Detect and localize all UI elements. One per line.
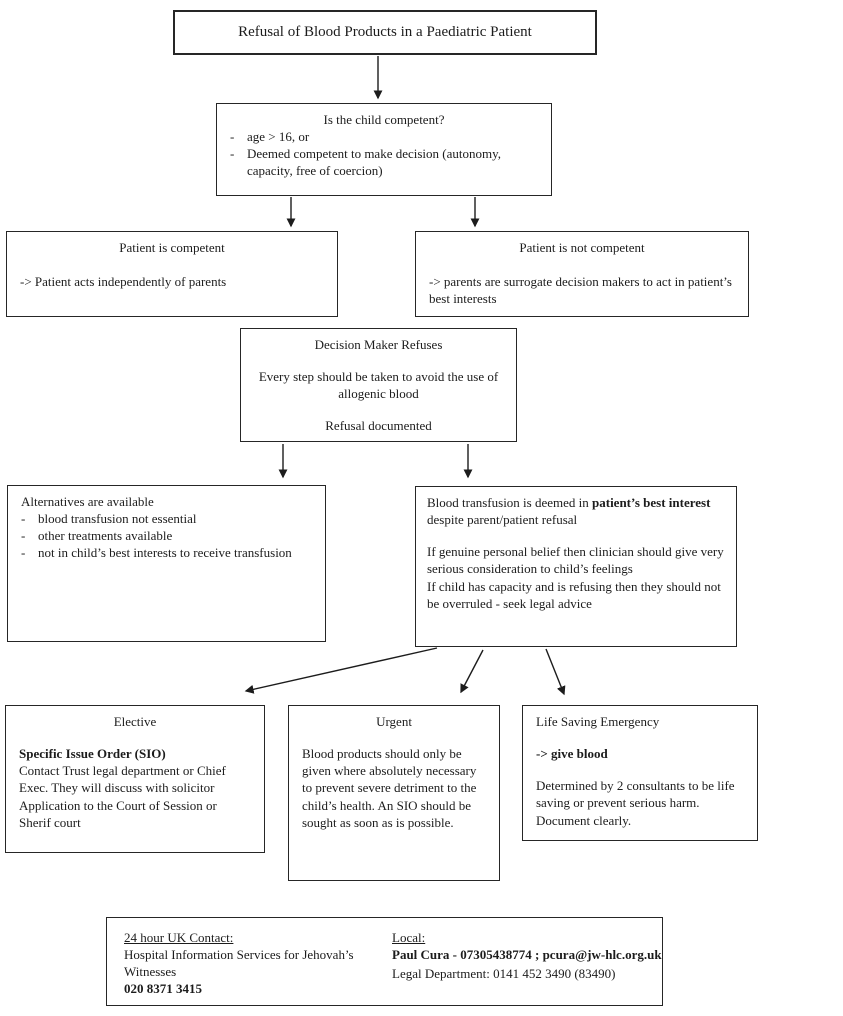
bullet-text: not in child’s best interests to receive transfusion xyxy=(38,545,292,561)
arrow-best-interest-to-urgent xyxy=(461,650,483,692)
best-interest-para1-post: despite parent/patient refusal xyxy=(427,512,578,528)
contact-uk-column xyxy=(124,929,392,998)
bullet-item xyxy=(230,145,538,179)
contact-uk-heading: 24 hour UK Contact: xyxy=(124,930,234,945)
alternatives-box xyxy=(7,485,326,642)
not-competent-box xyxy=(415,231,749,317)
bullet-marker: - xyxy=(21,511,26,527)
contact-columns xyxy=(124,929,662,998)
elective-box-heading: Specific Issue Order (SIO) xyxy=(19,746,166,762)
bullet-marker: - xyxy=(230,146,235,162)
best-interest-box xyxy=(415,486,737,647)
bullet-text: age > 16, or xyxy=(247,129,310,145)
elective-box-body: Contact Trust legal department or Chief Exec. They will discuss with solicitor Application to the Court of Session or Sherif court xyxy=(19,763,226,830)
emergency-box-body: Determined by 2 consultants to be life saving or prevent serious harm. Document clearly. xyxy=(536,778,735,828)
best-interest-para2: If genuine personal belief then clinician should give very serious consideration to child’s feelings xyxy=(427,544,724,577)
urgent-box-title: Urgent xyxy=(376,714,412,729)
bullet-item xyxy=(21,510,312,527)
emergency-box xyxy=(522,705,758,841)
bullet-item xyxy=(230,128,538,145)
bullet-text: Deemed competent to make decision (autonomy, capacity, free of coercion) xyxy=(247,146,502,179)
bullet-item xyxy=(21,544,312,561)
refusal-box xyxy=(240,328,517,442)
contact-local-heading: Local: xyxy=(392,930,426,945)
refusal-box-footer: Refusal documented xyxy=(325,418,432,434)
title-box xyxy=(173,10,597,55)
arrow-best-interest-to-emergency xyxy=(546,649,564,694)
alternatives-box-title: Alternatives are available xyxy=(21,494,154,509)
competency-box xyxy=(216,103,552,196)
emergency-box-action: -> give blood xyxy=(536,746,608,762)
elective-box-title: Elective xyxy=(113,714,157,729)
competent-box-title: Patient is competent xyxy=(119,240,225,255)
urgent-box-body: Blood products should only be given where absolutely necessary to prevent severe detriment to the child’s health. An SIO should be sought as soon as is possible. xyxy=(302,746,477,830)
competent-box xyxy=(6,231,338,317)
bullet-item xyxy=(21,527,312,544)
not-competent-box-title: Patient is not competent xyxy=(519,240,645,255)
competent-box-body: -> Patient acts independently of parents xyxy=(20,274,227,290)
page-title: Refusal of Blood Products in a Paediatric Patient xyxy=(238,23,532,40)
best-interest-para3: If child has capacity and is refusing then they should not be overruled - seek legal advice xyxy=(427,578,721,611)
best-interest-para1-pre: Blood transfusion is deemed in xyxy=(427,495,593,510)
contact-local-column xyxy=(392,929,662,998)
refusal-box-title: Decision Maker Refuses xyxy=(314,337,443,352)
contact-uk-phone: 020 8371 3415 xyxy=(124,981,202,997)
contact-box xyxy=(106,917,663,1006)
bullet-marker: - xyxy=(21,545,26,561)
bullet-text: blood transfusion not essential xyxy=(38,511,197,527)
elective-box xyxy=(5,705,265,853)
contact-local-contact: Paul Cura - 07305438774 ; pcura@jw-hlc.org.uk xyxy=(392,947,662,963)
bullet-text: other treatments available xyxy=(38,528,173,544)
competency-box-title: Is the child competent? xyxy=(323,112,445,127)
not-competent-box-body: -> parents are surrogate decision makers to act in patient’s best interests xyxy=(429,274,732,307)
refusal-box-body: Every step should be taken to avoid the use of allogenic blood xyxy=(258,369,499,402)
contact-local-legal: Legal Department: 0141 452 3490 (83490) xyxy=(392,966,616,982)
best-interest-para1-bold: patient’s best interest xyxy=(592,495,711,510)
urgent-box xyxy=(288,705,500,881)
arrow-best-interest-to-elective xyxy=(246,648,437,691)
bullet-marker: - xyxy=(230,129,235,145)
bullet-marker: - xyxy=(21,528,26,544)
best-interest-para1 xyxy=(427,494,725,528)
emergency-box-title: Life Saving Emergency xyxy=(536,714,660,729)
contact-uk-org: Hospital Information Services for Jehovah’s Witnesses xyxy=(124,947,354,980)
